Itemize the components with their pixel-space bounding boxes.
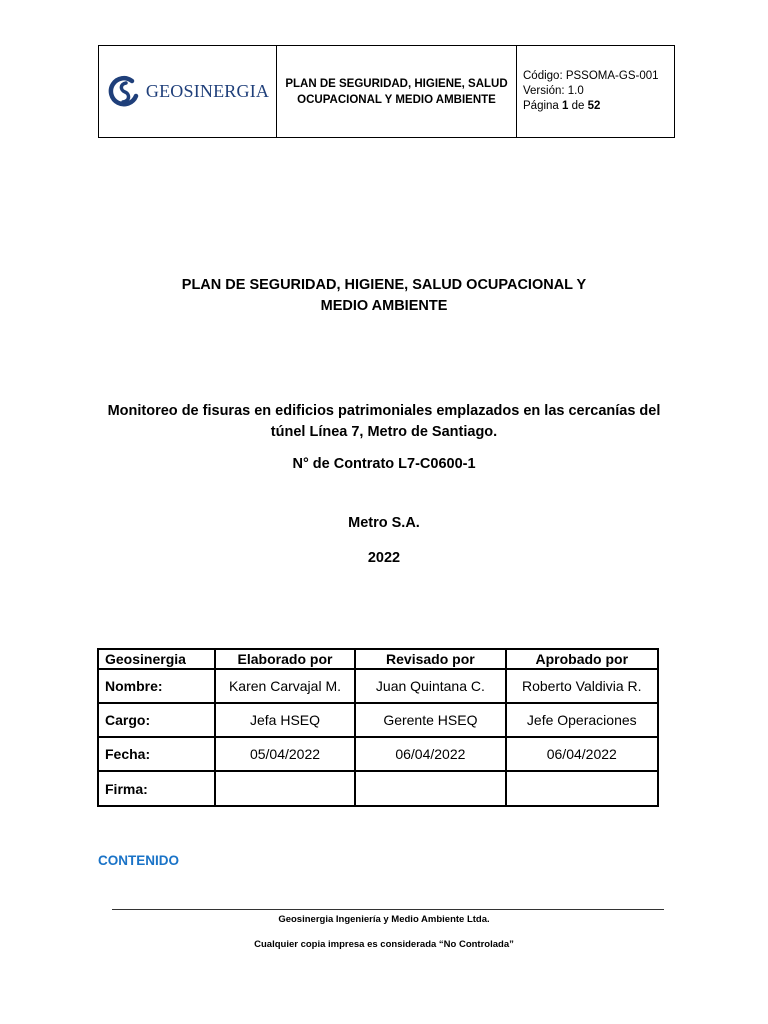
contents-heading: CONTENIDO <box>98 853 179 868</box>
document-year: 2022 <box>367 550 401 566</box>
geosinergia-logo-icon <box>106 74 142 110</box>
table-cell: Roberto Valdivia R. <box>506 669 658 703</box>
document-code: Código: PSSOMA-GS-001 <box>523 70 659 82</box>
approval-table-header-row <box>98 649 658 669</box>
page-current: 1 <box>562 100 569 112</box>
header-company: Geosinergia <box>98 649 215 669</box>
row-label: Fecha: <box>98 737 215 771</box>
page-of: de <box>571 100 585 112</box>
table-cell: Jefe Operaciones <box>506 703 658 737</box>
table-cell: 05/04/2022 <box>215 737 355 771</box>
footer-company: Geosinergia Ingeniería y Medio Ambiente Ltda. <box>278 914 490 925</box>
page-total: 52 <box>587 100 601 112</box>
row-label: Cargo: <box>98 703 215 737</box>
header-prepared-by: Elaborado por <box>215 649 355 669</box>
document-title-line2: MEDIO AMBIENTE <box>320 298 448 314</box>
table-cell: Juan Quintana C. <box>355 669 505 703</box>
document-title <box>0 275 768 317</box>
page-number <box>523 99 674 114</box>
table-cell: 06/04/2022 <box>355 737 505 771</box>
header-approved-by: Aprobado por <box>506 649 658 669</box>
header-title: PLAN DE SEGURIDAD, HIGIENE, SALUD OCUPACIONAL Y MEDIO AMBIENTE <box>277 46 517 137</box>
header-reviewed-by: Revisado por <box>355 649 505 669</box>
header-logo-cell <box>99 46 277 137</box>
footer-divider <box>112 909 664 910</box>
table-cell: 06/04/2022 <box>506 737 658 771</box>
logo-text: GEOSINERGIA <box>145 81 270 101</box>
signature-cell <box>215 771 355 806</box>
table-row-date <box>98 737 658 771</box>
header-meta <box>517 46 674 137</box>
company-logo <box>106 74 269 110</box>
table-cell: Jefa HSEQ <box>215 703 355 737</box>
project-description <box>60 401 708 443</box>
signature-cell <box>355 771 505 806</box>
contract-number: N° de Contrato L7-C0600-1 <box>292 456 476 472</box>
page-prefix: Página <box>523 100 559 112</box>
signature-cell <box>506 771 658 806</box>
table-cell: Gerente HSEQ <box>355 703 505 737</box>
footer-note: Cualquier copia impresa es considerada “No Controlada” <box>254 939 514 950</box>
table-row-signature <box>98 771 658 806</box>
client-name: Metro S.A. <box>348 515 420 531</box>
approval-table <box>97 648 659 807</box>
document-version: Versión: 1.0 <box>523 85 584 97</box>
project-description-line1: Monitoreo de fisuras en edificios patrimoniales emplazados en las cercanías del <box>107 403 661 419</box>
table-cell: Karen Carvajal M. <box>215 669 355 703</box>
row-label: Firma: <box>98 771 215 806</box>
row-label: Nombre: <box>98 669 215 703</box>
project-description-line2: túnel Línea 7, Metro de Santiago. <box>270 424 498 440</box>
document-title-line1: PLAN DE SEGURIDAD, HIGIENE, SALUD OCUPACIONAL Y <box>181 277 587 293</box>
document-header <box>98 45 675 138</box>
table-row-role <box>98 703 658 737</box>
table-row-name <box>98 669 658 703</box>
